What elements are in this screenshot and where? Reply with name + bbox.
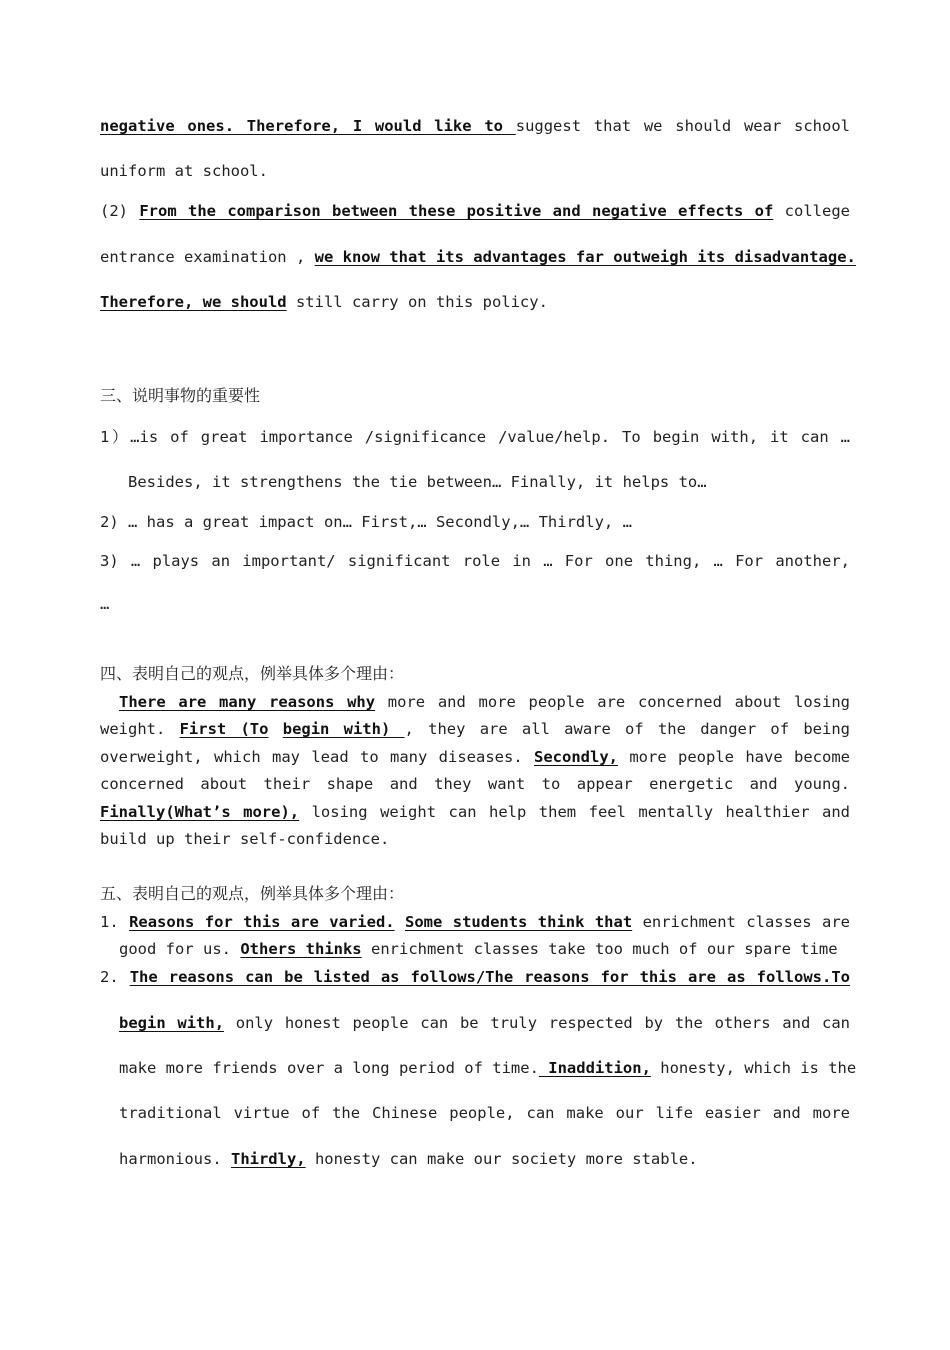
- paragraph-line: [100, 747, 850, 767]
- paragraph-line: [100, 719, 850, 739]
- paragraph-line: [119, 692, 850, 712]
- key-phrase: Therefore, we should: [100, 293, 287, 311]
- text-run: make more friends over a long period of time.: [119, 1059, 539, 1077]
- paragraph-line: concerned about their shape and they want to appear energetic and young.: [100, 775, 850, 793]
- paragraph-line: build up their self-confidence.: [100, 830, 390, 848]
- paragraph-line: [100, 912, 850, 932]
- text-run: college: [773, 202, 851, 220]
- text-run: enrichment classes take too much of our spare time: [361, 940, 838, 958]
- paragraph-line: [100, 247, 856, 267]
- paragraph-line: 2) … has a great impact on… First,… Secondly,… Thirdly, …: [100, 513, 632, 531]
- key-phrase: Some students think that: [405, 913, 633, 931]
- paragraph-line: [100, 201, 850, 221]
- paragraph-line: 3) … plays an important/ significant role in … For one thing, … For another,: [100, 552, 850, 570]
- text-run: enrichment classes are: [632, 913, 850, 931]
- text-run: honesty, which is the: [650, 1059, 857, 1077]
- key-phrase: Others thinks: [240, 940, 362, 958]
- item-number: 2.: [100, 968, 130, 986]
- key-phrase: Inaddition,: [538, 1059, 651, 1077]
- text-run: honesty can make our society more stable.: [305, 1150, 698, 1168]
- key-phrase: Secondly,: [534, 748, 618, 766]
- key-phrase: Reasons for this are varied.: [129, 913, 395, 931]
- paragraph-line: Besides, it strengthens the tie between… Finally, it helps to…: [128, 473, 707, 491]
- text-run: entrance examination ,: [100, 248, 315, 266]
- text-run: more people have become: [618, 748, 850, 766]
- text-run: weight.: [100, 720, 180, 738]
- text-run: overweight, which may lead to many diseases.: [100, 748, 534, 766]
- key-phrase: begin with): [282, 720, 405, 738]
- paragraph-line: [119, 1013, 850, 1033]
- text-run: only honest people can be truly respected by the others and can: [224, 1014, 850, 1032]
- paragraph-line: traditional virtue of the Chinese people, can make our life easier and more: [119, 1104, 850, 1122]
- paragraph-line: uniform at school.: [100, 162, 268, 180]
- paragraph-line: …: [100, 595, 110, 613]
- key-phrase: First (To: [179, 720, 269, 738]
- key-phrase: negative ones. Therefore, I would like to: [100, 117, 516, 135]
- item-number: (2): [100, 202, 140, 220]
- paragraph-line: [100, 967, 850, 987]
- text-run: suggest that we should wear school: [515, 117, 851, 135]
- paragraph-line: [119, 939, 850, 959]
- paragraph-line: [100, 802, 850, 822]
- key-phrase: begin with,: [119, 1014, 225, 1032]
- text-run: still carry on this policy.: [286, 293, 548, 311]
- text-run: more and more people are concerned about losing: [375, 693, 850, 711]
- paragraph-line: 1）…is of great importance /significance /value/help. To begin with, it can …: [100, 428, 850, 446]
- section-heading: 四、表明自己的观点，例举具体多个理由：: [100, 664, 405, 683]
- text-run: good for us.: [119, 940, 241, 958]
- key-phrase: Finally(What’s more),: [100, 803, 300, 821]
- text-run: losing weight can help them feel mentally healthier and: [299, 803, 850, 821]
- key-phrase: The reasons can be listed as follows/The reasons for this are as follows.To: [129, 968, 850, 986]
- key-phrase: Thirdly,: [230, 1150, 306, 1168]
- item-number: 1.: [100, 913, 130, 931]
- text-run: [395, 913, 405, 931]
- section-heading: 五、表明自己的观点，例举具体多个理由：: [100, 884, 405, 903]
- paragraph-line: [119, 1149, 850, 1169]
- text-run: harmonious.: [119, 1150, 231, 1168]
- key-phrase: we know that its advantages far outweigh its disadvantage.: [314, 248, 856, 266]
- paragraph-line: [119, 1058, 857, 1078]
- key-phrase: There are many reasons why: [119, 693, 376, 711]
- section-heading: 三、说明事物的重要性: [100, 386, 261, 405]
- text-run: , they are all aware of the danger of being: [404, 720, 851, 738]
- paragraph-line: [100, 292, 850, 312]
- key-phrase: From the comparison between these positive and negative effects of: [139, 202, 774, 220]
- paragraph-line: [100, 116, 850, 136]
- text-run: [268, 720, 282, 738]
